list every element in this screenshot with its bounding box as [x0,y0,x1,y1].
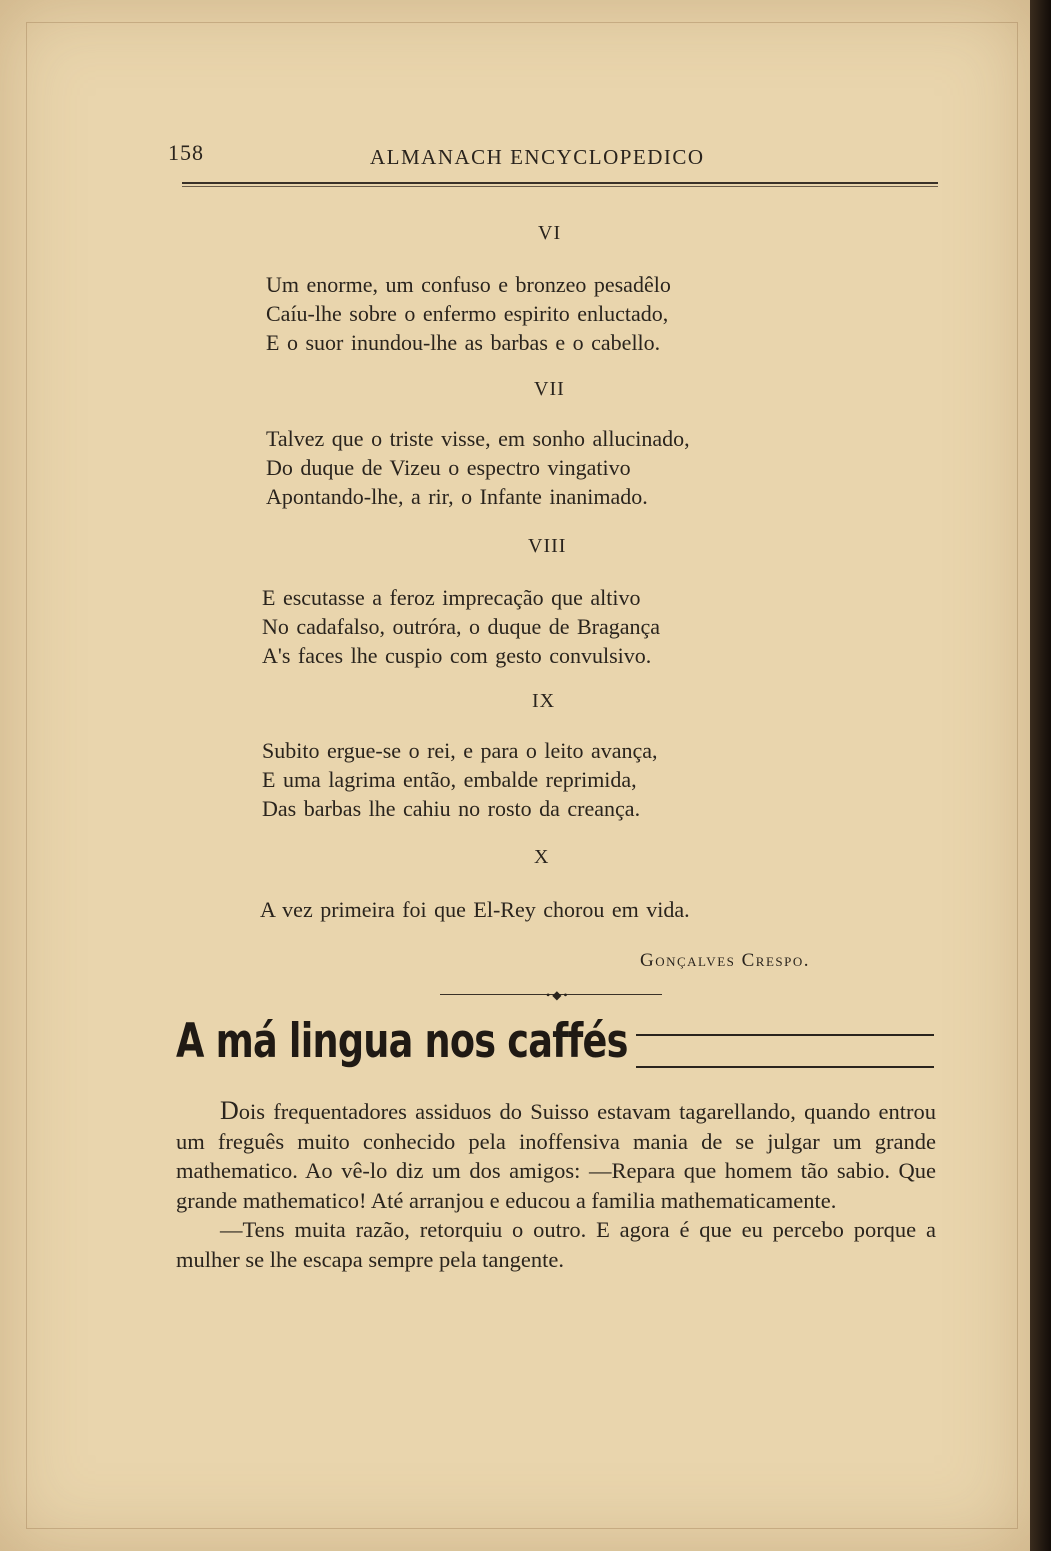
verse-line: A vez primeira foi que El-Rey chorou em vida. [260,897,690,922]
title-rule [636,1034,934,1036]
stanza-numeral: IX [532,690,556,712]
article-title: A má lingua nos caffés [176,1014,628,1069]
page-number: 158 [168,140,204,165]
verse-line: A's faces lhe cuspio com gesto convulsivo. [262,643,652,668]
article-paragraph [176,1096,936,1215]
stanza [260,895,690,924]
verse-line: Do duque de Vizeu o espectro vingativo [266,455,631,480]
verse-line: Das barbas lhe cahiu no rosto da creança. [262,796,641,821]
article-body [176,1096,936,1274]
stanza-numeral: VII [534,378,565,400]
verse-line: E uma lagrima então, embalde reprimida, [262,767,637,792]
verse-line: E escutasse a feroz imprecação que altivo [262,585,641,610]
header-rule [182,182,938,187]
verse-line: No cadafalso, outróra, o duque de Bragança [262,614,661,639]
verse-line: Talvez que o triste visse, em sonho allucinado, [266,426,690,451]
divider-ornament-icon: •◆• [546,988,570,1002]
paragraph-text: ois frequentadores assiduos do Suisso estavam tagarellando, quando entrou um freguês muito conhecido pela inoffensiva mania de se julgar um grande mathematico. Ao vê-lo diz um dos amigos: —Repara que homem tão sabio. Que grande mathematico! Até arranjou e educou a familia mathematicamente. [176,1099,936,1213]
stanza [266,270,671,357]
page-edge [1030,0,1051,1551]
verse-line: Subito ergue-se o rei, e para o leito avança, [262,738,658,763]
verse-line: Apontando-lhe, a rir, o Infante inanimado. [266,484,648,509]
verse-line: Um enorme, um confuso e bronzeo pesadêlo [266,272,671,297]
stanza-numeral: VI [538,222,562,244]
poem-author: Gonçalves Crespo. [640,950,810,971]
verse-line: E o suor inundou-lhe as barbas e o cabello. [266,330,661,355]
stanza [262,583,660,670]
running-title: ALMANACH ENCYCLOPEDICO [370,145,705,169]
stanza-numeral: X [534,846,550,868]
stanza-numeral: VIII [528,535,567,557]
initial-letter: D [220,1096,239,1125]
stanza [266,424,690,511]
article-paragraph: —Tens muita razão, retorquiu o outro. E agora é que eu percebo porque a mulher se lhe escapa sempre pela tangente. [176,1217,936,1272]
verse-line: Caíu-lhe sobre o enfermo espirito enluctado, [266,301,669,326]
stanza [262,736,658,823]
title-rule [636,1066,934,1068]
